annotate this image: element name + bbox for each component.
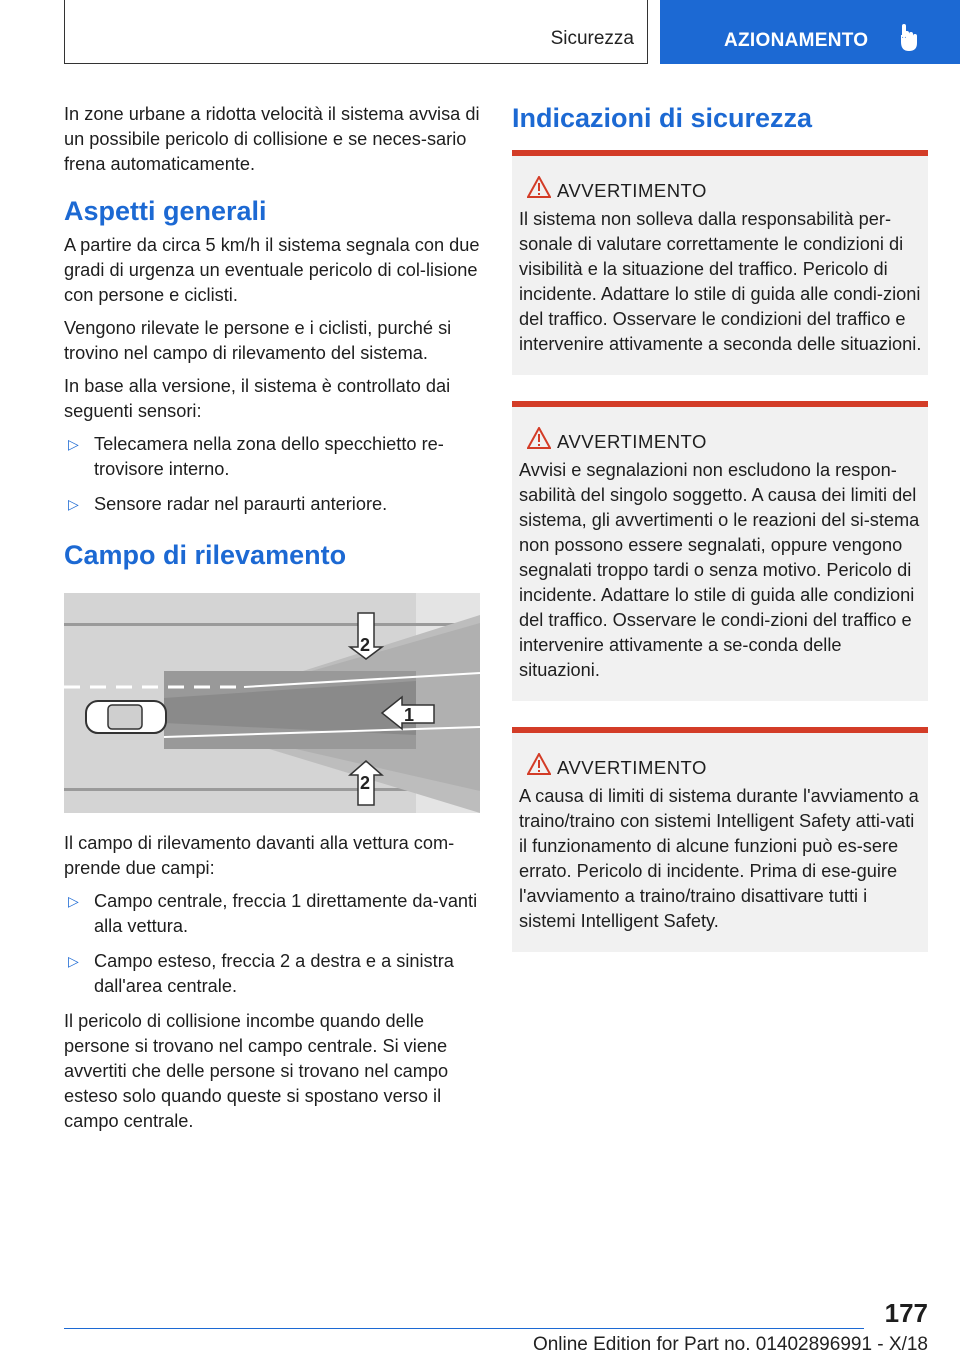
warning-title-text: AVVERTIMENTO <box>557 757 707 778</box>
list-item <box>64 889 480 939</box>
warning-box <box>512 727 928 952</box>
paragraph: A partire da circa 5 km/h il sistema segnala con due gradi di urgenza un eventuale pericolo di col-lisione con persone e ciclisti. <box>64 235 480 305</box>
footer-divider <box>64 1328 864 1329</box>
warning-box <box>512 401 928 701</box>
warning-title <box>519 178 922 203</box>
warning-text: Avvisi e segnalazioni non escludono la respon-sabilità del singolo soggetto. A causa dei limiti del sistema, gli avvertimenti o le reazioni del si-stema non possono essere segnalati, oppure vengono segnalati troppo tardi o senza motivo. Pericolo di incidente. Adattare lo stile di guida alle condizioni del traffico. Osservare le condi-zioni del traffico e intervenire attivamente a se-conda delle situazioni. <box>519 460 920 680</box>
paragraph: Il campo di rilevamento davanti alla vettura com-prende due campi: <box>64 833 455 878</box>
paragraph: Il pericolo di collisione incombe quando delle persone si trovano nel campo centrale. Si viene avvertiti che delle persone si trovano nel campo esteso solo quando queste si spostano verso il campo centrale. <box>64 1011 449 1131</box>
heading-general: Aspetti generali <box>64 196 267 226</box>
warning-triangle-icon <box>527 753 551 775</box>
page-number: 177 <box>884 1298 928 1328</box>
list-item <box>64 432 480 482</box>
triangle-bullet-icon: ▷ <box>68 436 79 452</box>
detection-field-figure <box>64 593 480 813</box>
figure-label-1: 1 <box>404 705 415 725</box>
warning-text: A causa di limiti di sistema durante l'avviamento a traino/traino con sistemi Intelligent Safety atti-vati il funzionamento di alcune funzioni può es-sere errato. Pericolo di incidente. Prima di ese-guire l'avviamento a traino/traino disattivare tutti i sistemi Intelligent Safety. <box>519 786 919 931</box>
warning-text: Il sistema non solleva dalla responsabilità per-sonale di valutare correttamente le condizioni di visibilità e la situazione del traffico. Pericolo di incidente. Adattare lo stile di guida alle condi-zioni del traffico. Osservare le condizioni del traffico e intervenire attivamente a seconda delle situazioni. <box>519 209 922 354</box>
list-item-text: Campo centrale, freccia 1 direttamente da-vanti alla vettura. <box>94 891 478 936</box>
list-item-text: Telecamera nella zona dello specchietto re-trovisore interno. <box>94 434 444 479</box>
field-list <box>64 889 480 999</box>
warning-triangle-icon <box>527 176 551 198</box>
figure-label-2-bottom: 2 <box>360 773 371 793</box>
heading-safety: Indicazioni di sicurezza <box>512 103 813 133</box>
footer-edition: Online Edition for Part no. 01402896991 - X/18 <box>532 1334 928 1355</box>
section-title: Sicurezza <box>550 28 634 49</box>
triangle-bullet-icon: ▷ <box>68 496 79 512</box>
paragraph: Vengono rilevate le persone e i ciclisti, purché si trovino nel campo di rilevamento del sistema. <box>64 318 452 363</box>
warning-box <box>512 150 928 375</box>
triangle-bullet-icon: ▷ <box>68 953 79 969</box>
right-column <box>512 102 928 978</box>
warning-triangle-icon <box>527 427 551 449</box>
paragraph: In base alla versione, il sistema è controllato dai seguenti sensori: <box>64 376 451 421</box>
list-item <box>64 949 480 999</box>
sensor-list <box>64 432 480 517</box>
list-item <box>64 492 480 517</box>
warning-title-text: AVVERTIMENTO <box>557 431 707 452</box>
list-item-text: Sensore radar nel paraurti anteriore. <box>94 494 388 514</box>
warning-title <box>519 755 922 780</box>
detection-field-diagram <box>64 593 480 813</box>
car-icon <box>86 701 166 733</box>
heading-field: Campo di rilevamento <box>64 540 347 570</box>
left-column <box>64 102 480 1142</box>
chapter-label: AZIONAMENTO <box>724 30 869 51</box>
intro-paragraph: In zone urbane a ridotta velocità il sistema avvisa di un possibile pericolo di collisione e se neces-sario frena automaticamente. <box>64 104 480 174</box>
pointing-hand-icon <box>898 24 920 52</box>
figure-label-2-top: 2 <box>360 635 371 655</box>
warning-title <box>519 429 922 454</box>
warning-title-text: AVVERTIMENTO <box>557 180 707 201</box>
triangle-bullet-icon: ▷ <box>68 893 79 909</box>
list-item-text: Campo esteso, freccia 2 a destra e a sinistra dall'area centrale. <box>94 951 454 996</box>
chapter-tab[interactable] <box>660 0 960 64</box>
